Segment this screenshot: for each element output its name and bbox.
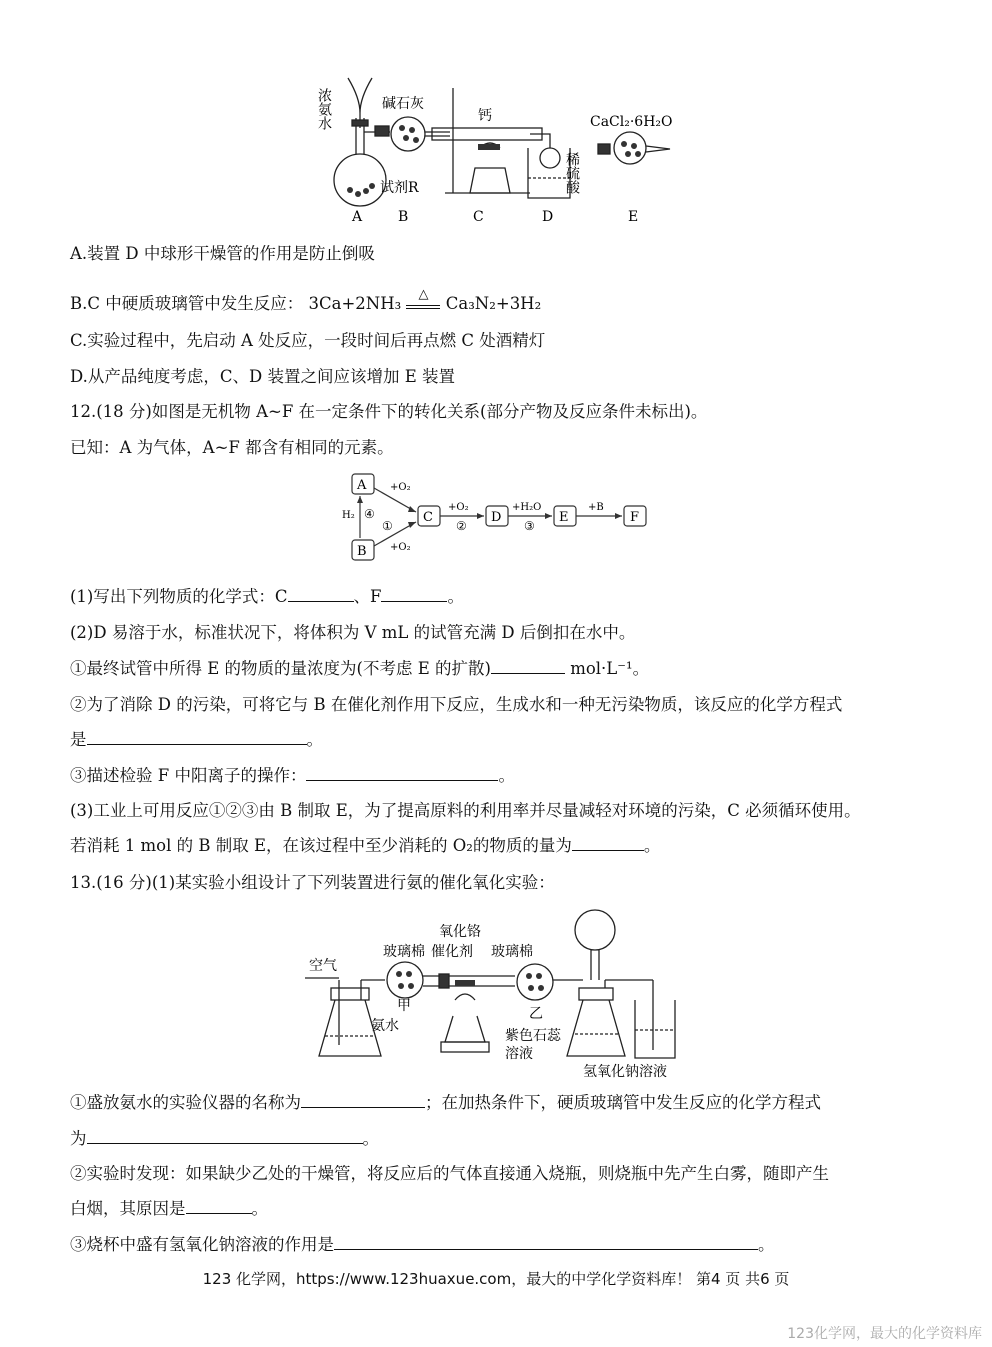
label-catalyst: 催化剂 <box>431 944 473 960</box>
letter-e: E <box>628 209 639 225</box>
label-num-1: ① <box>382 519 393 533</box>
q12-part2: (2)D 易溶于水，标准状况下，将体积为 V mL 的试管充满 D 后倒扣在水中。 <box>70 623 636 642</box>
q12-p2-2-is: 是 <box>70 730 87 749</box>
label-yi: 乙 <box>529 1006 543 1022</box>
label-litmus-1: 紫色石蕊 <box>505 1028 561 1044</box>
q11-option-b-prefix: B.C 中硬质玻璃管中发生反应： <box>70 294 304 313</box>
q11-option-b-left: 3Ca+2NH₃ <box>308 294 402 313</box>
q12-p2-1-unit: mol·L⁻¹。 <box>564 659 650 678</box>
watermark: 123化学网，最大的化学资料库 <box>787 1326 982 1342</box>
q12-part2-3 <box>70 762 515 786</box>
q11-option-d: D.从产品纯度考虑，C、D 装置之间应该增加 E 装置 <box>70 367 456 386</box>
label-h2o: +H₂O <box>512 502 542 513</box>
answer-blank-concentration[interactable] <box>491 659 565 674</box>
q12-part2-1 <box>70 655 649 679</box>
q12-part3: (3)工业上可用反应①②③由 B 制取 E，为了提高原料的利用率并尽量减轻对环境的污染，C 必须循环使用。 <box>70 801 861 820</box>
label-glass-wool-1: 玻璃棉 <box>383 944 425 960</box>
label-air: 空气 <box>309 958 337 974</box>
label-o2-c: +O₂ <box>448 502 469 513</box>
q13-q3-end: 。 <box>758 1235 775 1254</box>
node-c: C <box>423 510 433 525</box>
answer-blank-f[interactable] <box>381 587 447 602</box>
letter-a: A <box>352 209 363 225</box>
q13-q1-text-a: ①盛放氨水的实验仪器的名称为 <box>70 1093 301 1112</box>
label-num-2: ② <box>456 519 467 533</box>
q13-q1 <box>70 1089 821 1113</box>
label-o2-a: +O₂ <box>390 482 411 493</box>
answer-blank-c[interactable] <box>288 587 354 602</box>
answer-blank-reason[interactable] <box>186 1199 252 1214</box>
apparatus-figure-1 <box>316 68 680 228</box>
q12-p1-text-a: (1)写出下列物质的化学式：C <box>70 587 288 606</box>
q12-p2-3-end: 。 <box>498 766 515 785</box>
label-h2: H₂ <box>342 510 355 521</box>
label-calcium: 钙 <box>478 108 492 124</box>
q13-q1-text-b: ；在加热条件下，硬质玻璃管中发生反应的化学方程式 <box>425 1093 821 1112</box>
q12-p1-text-c: 。 <box>447 587 464 606</box>
q12-p2-3-text: ③描述检验 F 中阳离子的操作： <box>70 766 307 785</box>
label-cacl2: CaCl₂·6H₂O <box>590 114 673 130</box>
label-litmus-2: 溶液 <box>505 1046 533 1062</box>
label-reagent-r: 试剂R <box>380 180 419 196</box>
node-d: D <box>491 510 502 525</box>
answer-blank-operation[interactable] <box>306 766 498 781</box>
q12-p2-2-end: 。 <box>306 730 323 749</box>
label-dilute-acid: 稀硫酸 <box>564 152 580 194</box>
q11-option-a: A.装置 D 中球形干燥管的作用是防止倒吸 <box>70 244 375 263</box>
q12-p3-text: 若消耗 1 mol 的 B 制取 E，在该过程中至少消耗的 O₂的物质的量为 <box>70 836 572 855</box>
answer-blank-instrument[interactable] <box>301 1093 425 1108</box>
label-num-4: ④ <box>364 507 375 521</box>
label-chromium-oxide: 氧化铬 <box>439 924 481 940</box>
label-num-3: ③ <box>524 519 535 533</box>
q13-q1-end: 。 <box>362 1129 379 1148</box>
q12-p3-end: 。 <box>643 836 661 855</box>
node-e: E <box>559 510 569 525</box>
node-a: A <box>357 478 367 493</box>
q12-stem: 12.(18 分)如图是无机物 A~F 在一定条件下的转化关系(部分产物及反应条件未标出)。 <box>70 402 708 421</box>
label-o2-b: +O₂ <box>390 542 411 553</box>
label-soda-lime: 碱石灰 <box>382 96 424 112</box>
q12-part2-2: ②为了消除 D 的污染，可将它与 B 在催化剂作用下反应，生成水和一种无污染物质，该反应的化学方程式 <box>70 695 843 714</box>
node-f: F <box>630 510 640 525</box>
letter-d: D <box>542 209 554 225</box>
q12-known: 已知：A 为气体，A~F 都含有相同的元素。 <box>70 438 394 457</box>
label-conc-ammonia: 浓氨水 <box>316 88 332 130</box>
apparatus-figure-2 <box>305 900 725 1080</box>
q13-q3 <box>70 1231 775 1255</box>
q13-stem: 13.(16 分)(1)某实验小组设计了下列装置进行氨的催化氧化实验： <box>70 873 555 892</box>
q12-part1 <box>70 583 464 607</box>
answer-blank-o2[interactable] <box>572 836 644 851</box>
q12-p2-1-text: ①最终试管中所得 E 的物质的量浓度为(不考虑 E 的扩散) <box>70 659 491 678</box>
q13-q2b <box>70 1195 268 1219</box>
q11-option-c: C.实验过程中，先启动 A 处反应，一段时间后再点燃 C 处酒精灯 <box>70 331 546 350</box>
letter-b: B <box>398 209 409 225</box>
label-glass-wool-2: 玻璃棉 <box>491 944 533 960</box>
q13-q1-text-c: 为 <box>70 1129 87 1148</box>
label-ammonia: 氨水 <box>371 1018 399 1034</box>
q12-conversion-diagram <box>340 468 660 568</box>
answer-blank-equation-2[interactable] <box>87 1129 363 1144</box>
q11-condition-heat: △ <box>418 287 429 302</box>
answer-blank-naoh-role[interactable] <box>334 1235 758 1250</box>
q11-option-b-right: Ca₃N₂+3H₂ <box>445 294 542 313</box>
node-b: B <box>357 544 367 559</box>
label-plus-b: +B <box>588 502 604 513</box>
q12-part3b <box>70 832 660 856</box>
label-naoh: 氢氧化钠溶液 <box>583 1064 667 1080</box>
q12-part2-2b <box>70 726 323 750</box>
q11-option-b <box>70 287 542 314</box>
label-jia: 甲 <box>397 998 411 1014</box>
page-footer: 123 化学网，https://www.123huaxue.com，最大的中学化学资料库！ 第4 页 共6 页 <box>202 1270 790 1288</box>
letter-c: C <box>473 209 484 225</box>
q12-p1-text-b: 、F <box>353 587 382 606</box>
answer-blank-equation[interactable] <box>87 730 307 745</box>
q13-q2-end: 。 <box>251 1199 268 1218</box>
q13-q3-text: ③烧杯中盛有氢氧化钠溶液的作用是 <box>70 1235 334 1254</box>
q13-q2-text: 白烟，其原因是 <box>70 1199 186 1218</box>
q13-q2: ②实验时发现：如果缺少乙处的干燥管，将反应后的气体直接通入烧瓶，则烧瓶中先产生白雾，随即产生 <box>70 1164 829 1183</box>
q13-q1b <box>70 1125 379 1149</box>
